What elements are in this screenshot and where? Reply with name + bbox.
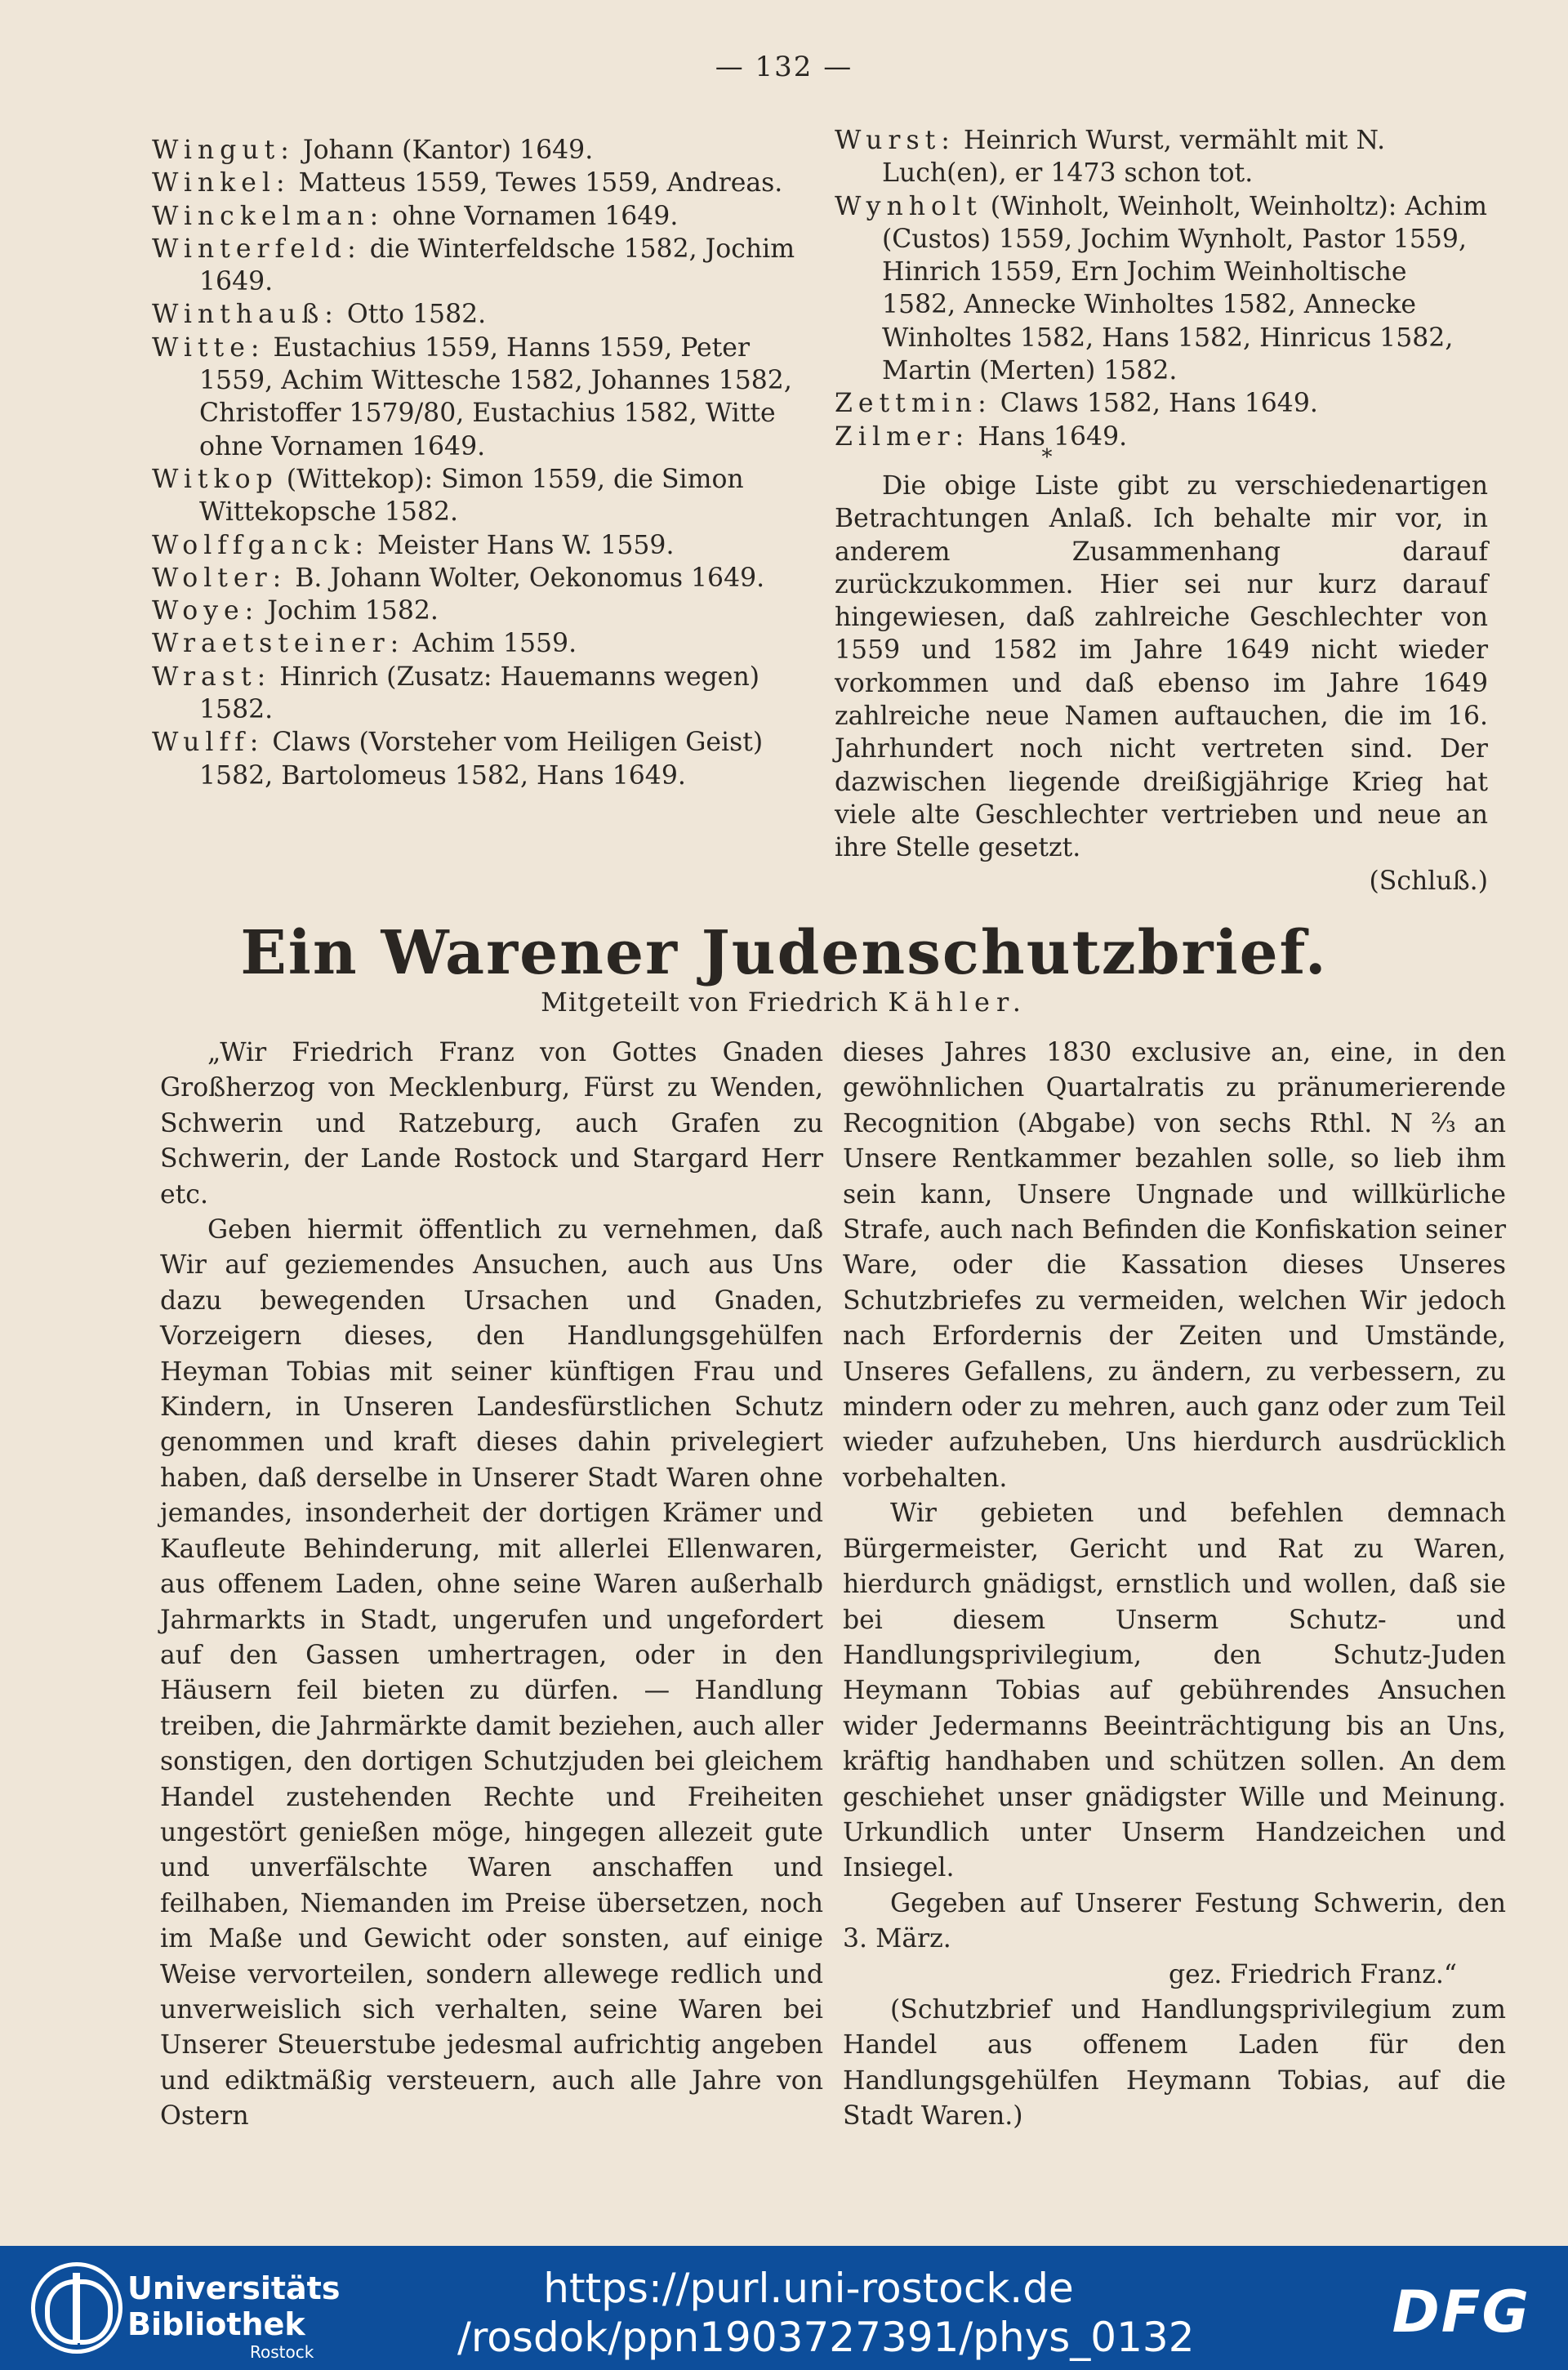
list-entry: Witte: Eustachius 1559, Hanns 1559, Peter 1559, Achim Wittesche 1582, Johannes 1582, Christoffer 1579/80, Eustachius 1582, Witte ohne Vornamen 1649. — [152, 332, 792, 461]
article-note: (Schutzbrief und Handlungsprivilegium zum Handel aus offenem Laden für den Handlungsgehülfen Heymann Tobias, auf die Stadt Waren.) — [843, 1994, 1506, 2132]
footer-bar — [0, 2246, 1568, 2370]
list-entry: Wynholt (Winholt, Weinholt, Weinholtz): Achim (Custos) 1559, Jochim Wynholt, Pastor 1559, Hinrich 1559, Ern Jochim Weinholtische 1582, Annecke Winholtes 1582, Annecke Winholtes 1582, Hans 1582, Hinricus 1582, Martin (Merten) 1582. — [835, 191, 1488, 386]
list-entry: Wurst: Heinrich Wurst, vermählt mit N. Luch(en), er 1473 schon tot. — [835, 126, 1386, 189]
list-entry: Wingut: Johann (Kantor) 1649. — [152, 136, 594, 165]
list-entry: Winkel: Matteus 1559, Tewes 1559, Andreas. — [152, 168, 783, 198]
university-library-logo-icon[interactable] — [31, 2262, 122, 2354]
list-entry: Winckelman: ohne Vornamen 1649. — [152, 201, 679, 231]
article-byline: Mitgeteilt von Friedrich Kähler. — [541, 987, 1027, 1018]
list-entry: Wrast: Hinrich (Zusatz: Hauemanns wegen) 1582. — [152, 662, 760, 725]
article-paragraph: Gegeben auf Unserer Festung Schwerin, den 3. März. — [843, 1888, 1506, 1954]
article-paragraph: Geben hiermit öffentlich zu vernehmen, daß Wir auf geziemendes Ansuchen, auch aus Uns dazu bewegenden Ursachen und Gnaden, Vorzeigern dieses, den Handlungsgehülfen Heyman Tobias mit seiner künftigen Frau und Kindern, in Unseren Landesfürstlichen Schutz genommen und kraft dieses dahin privelegiert haben, daß derselbe in Unserer Stadt Waren ohne jemandes, insonderheit der dortigen Krämer und Kaufleute Behinderung, mit allerlei Ellenwaren, aus offenem Laden, ohne seine Waren außerhalb Jahrmarkts in Stadt, ungerufen und ungefordert auf den Gassen umhertragen, oder in den Häusern feil bieten zu dürfen. — Handlung treiben, die Jahrmärkte damit beziehen, auch aller sonstigen, den dortigen Schutzjuden bei gleichem Handel zustehenden Rechte und Freiheiten ungestört genießen möge, hingegen allezeit gute und unverfälschte Waren anschaffen und feilhaben, Niemanden im Preise übersetzen, noch im Maße und Gewicht oder sonsten, auf einige Weise vervorteilen, sondern allewege redlich und unverweislich sich verhalten, seine Waren bei Unserer Steuerstube jedesmal aufrichtig angeben und ediktmäßig versteuern, auch alle Jahre von Ostern — [160, 1215, 823, 2132]
signature: gez. Friedrich Franz.“ — [1169, 1959, 1457, 1989]
article-paragraph: „Wir Friedrich Franz von Gottes Gnaden Großherzog von Mecklenburg, Fürst zu Wenden, Schwerin und Ratzeburg, auch Grafen zu Schwerin, der Lande Rostock und Stargard Herr etc. — [160, 1038, 823, 1210]
article-paragraph: Wir gebieten und befehlen demnach Bürgermeister, Gericht und Rat zu Waren, hierdurch gnädigst, ernstlich und wollen, daß sie bei diesem Unserm Schutz- und Handlungsprivilegium, den Schutz-Juden Heymann Tobias auf gebührendes Ansuchen wider Jedermanns Beeinträchtigung bis an Uns, kräftig handhaben und schützen sollen. An dem geschiehet unser gnädigster Wille und Meinung. Urkundlich unter Unserm Handzeichen und Insiegel. — [843, 1499, 1506, 1883]
closing-note: (Schluß.) — [1369, 866, 1488, 896]
list-entry: Wolter: B. Johann Wolter, Oekonomus 1649. — [152, 563, 765, 593]
list-entry: Winthauß: Otto 1582. — [152, 300, 487, 330]
list-entry: Zilmer: Hans 1649. — [835, 421, 1128, 452]
library-name: Universitäts Bibliothek — [127, 2270, 341, 2342]
article-paragraph: dieses Jahres 1830 exclusive an, eine, in den gewöhnlichen Quartalratis zu pränumerierende Recognition (Abgabe) von sechs Rthl. N ⅔ an Unsere Rentkammer bezahlen solle, so lieb ihm sein kann, Unsere Ungnade und willkürliche Strafe, auch nach Befinden die Konfiskation seiner Ware, oder die Kassation dieses Unseres Schutzbriefes zu vermeiden, welchen Wir jedoch nach Erfordernis der Zeiten und Umstände, Unseres Gefallens, zu ändern, zu verbessern, zu mindern oder zu mehren, auch ganz oder zum Teil wieder aufzuheben, Uns hierdurch ausdrücklich vorbehalten. — [843, 1038, 1506, 1493]
permalink-line-2[interactable]: /rosdok/ppn1903727391/phys_0132 — [457, 2314, 1195, 2361]
list-entry: Wraetsteiner: Achim 1559. — [152, 629, 577, 659]
list-entry: Wulff: Claws (Vorsteher vom Heiligen Geist) 1582, Bartolomeus 1582, Hans 1649. — [152, 728, 764, 791]
section-separator: * — [1041, 444, 1053, 470]
list-entry: Witkop (Wittekop): Simon 1559, die Simon Wittekopsche 1582. — [152, 464, 744, 528]
article-title: Ein Warener Judenschutzbrief. — [240, 918, 1328, 988]
permalink-line-1[interactable]: https://purl.uni-rostock.de — [543, 2265, 1074, 2312]
list-entry: Wolffganck: Meister Hans W. 1559. — [152, 530, 675, 560]
list-entry: Woye: Jochim 1582. — [152, 596, 439, 626]
article-column-left — [160, 1036, 823, 2135]
closing-paragraph: Die obige Liste gibt zu verschiedenartigen Betrachtungen Anlaß. Ich behalte mir vor, in anderem Zusammenhang darauf zurückzukommen. Hier sei nur kurz darauf hingewiesen, daß zahlreiche Geschlechter von 1559 und 1582 im Jahre 1649 nicht wieder vorkommen und daß ebenso im Jahre 1649 zahlreiche neue Namen auftauchen, die im 16. Jahrhundert noch nicht vertreten sind. Der dazwischen liegende dreißigjährige Krieg hat viele alte Geschlechter vertrieben und neue an ihre Stelle gesetzt. — [835, 470, 1488, 863]
dfg-logo[interactable]: DFG — [1392, 2279, 1530, 2345]
permalink[interactable] — [457, 2264, 1195, 2362]
library-city: Rostock — [250, 2342, 314, 2362]
article-column-right — [843, 1036, 1506, 2135]
name-list-right — [835, 124, 1488, 898]
list-entry: Zettmin: Claws 1582, Hans 1649. — [835, 389, 1318, 419]
list-entry: Winterfeld: die Winterfeldsche 1582, Jochim 1649. — [152, 234, 795, 297]
page-number: — 132 — — [715, 51, 853, 83]
